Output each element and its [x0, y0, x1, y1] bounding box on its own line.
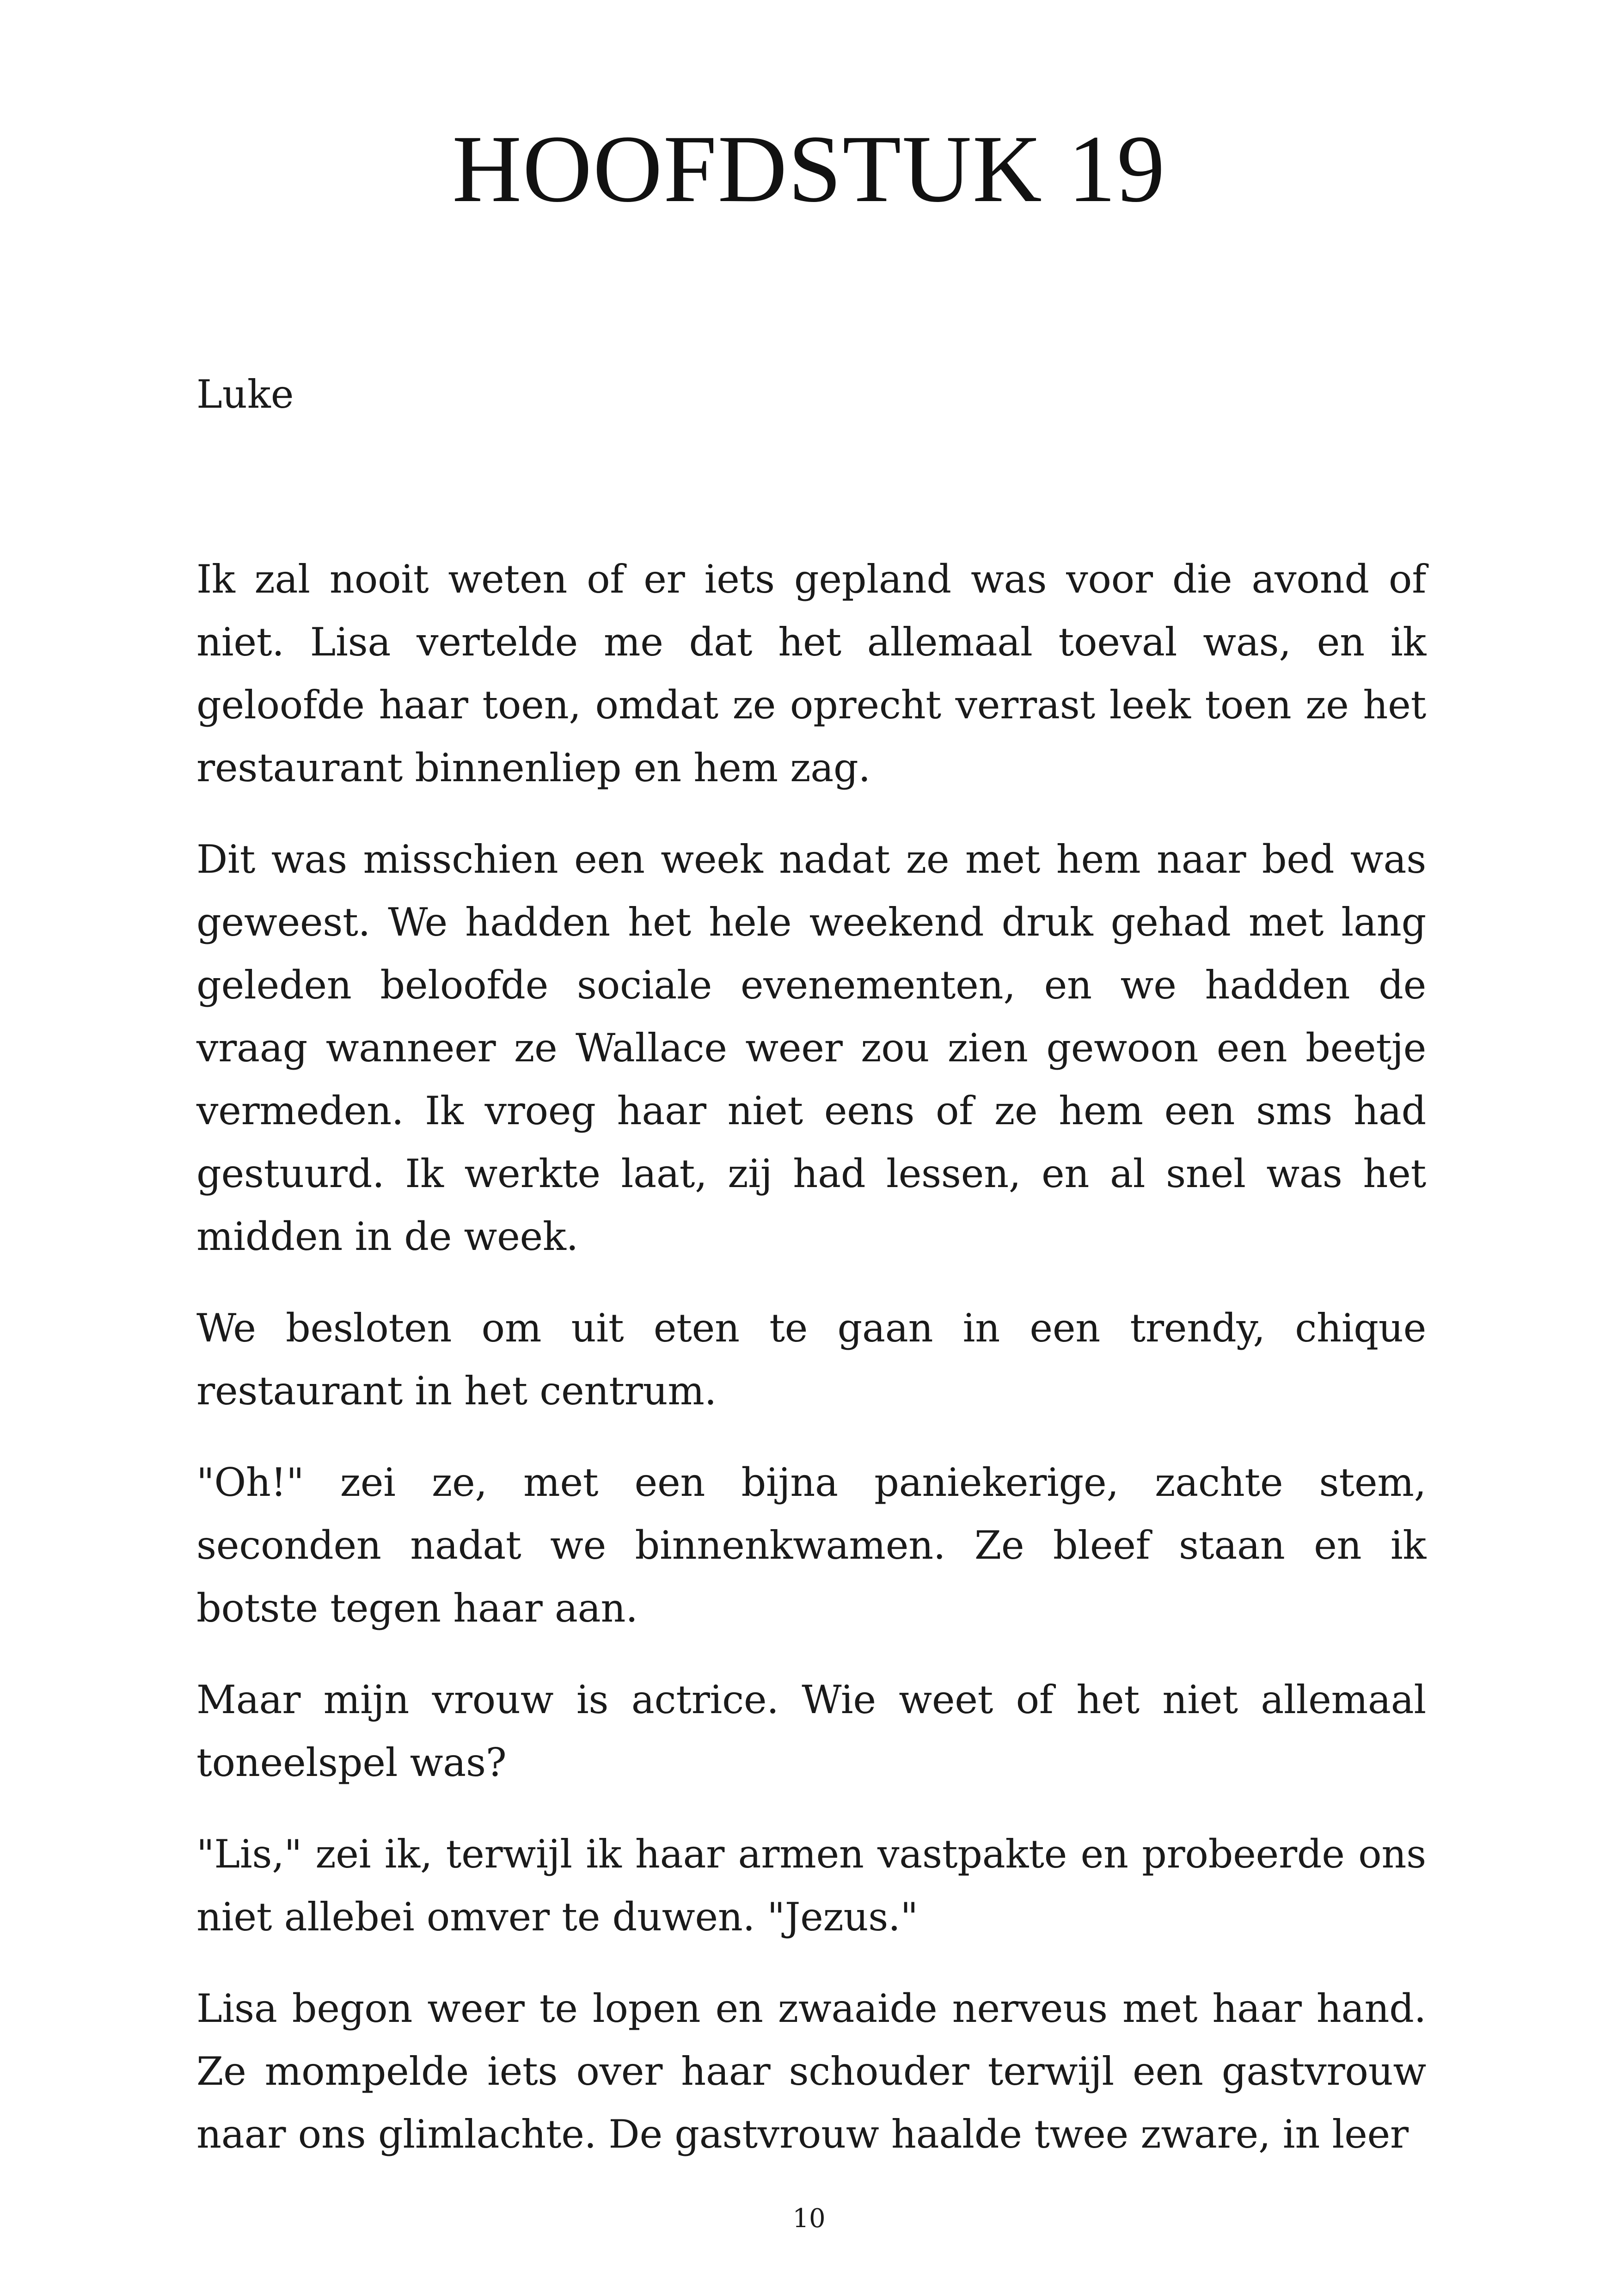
- narrator-name: Luke: [196, 372, 294, 417]
- paragraph: Maar mijn vrouw is actrice. Wie weet of het niet allemaal toneelspel was?: [196, 1677, 1426, 1785]
- page-number: 10: [792, 2204, 826, 2234]
- paragraph: Lisa begon weer te lopen en zwaaide nerveus met haar hand. Ze mompelde iets over haar schouder terwijl een gastvrouw naar ons glimlachte. De gastvrouw haalde twee zware, in leer: [196, 1986, 1426, 2157]
- paragraph: Dit was misschien een week nadat ze met hem naar bed was geweest. We hadden het hele weekend druk gehad met lang geleden beloofde sociale evenementen, en we hadden de vraag wanneer ze Wallace weer zou zien gewoon een beetje vermeden. Ik vroeg haar niet eens of ze hem een sms had gestuurd. Ik werkte laat, zij had lessen, en al snel was het midden in de week.: [196, 837, 1426, 1259]
- paragraph: "Oh!" zei ze, met een bijna paniekerige, zachte stem, seconden nadat we binnenkwamen. Ze bleef staan en ik botste tegen haar aan.: [196, 1460, 1426, 1631]
- paragraph: We besloten om uit eten te gaan in een trendy, chique restaurant in het centrum.: [196, 1305, 1426, 1414]
- paragraph: Ik zal nooit weten of er iets gepland was voor die avond of niet. Lisa vertelde me dat het allemaal toeval was, en ik geloofde haar toen, omdat ze oprecht verrast leek toen ze het restaurant binnenliep en hem zag.: [196, 557, 1426, 790]
- paragraph: "Lis," zei ik, terwijl ik haar armen vastpakte en probeerde ons niet allebei omver te duwen. "Jezus.": [196, 1831, 1426, 1940]
- chapter-title: HOOFDSTUK 19: [452, 116, 1166, 222]
- chapter-body: [196, 548, 1426, 2194]
